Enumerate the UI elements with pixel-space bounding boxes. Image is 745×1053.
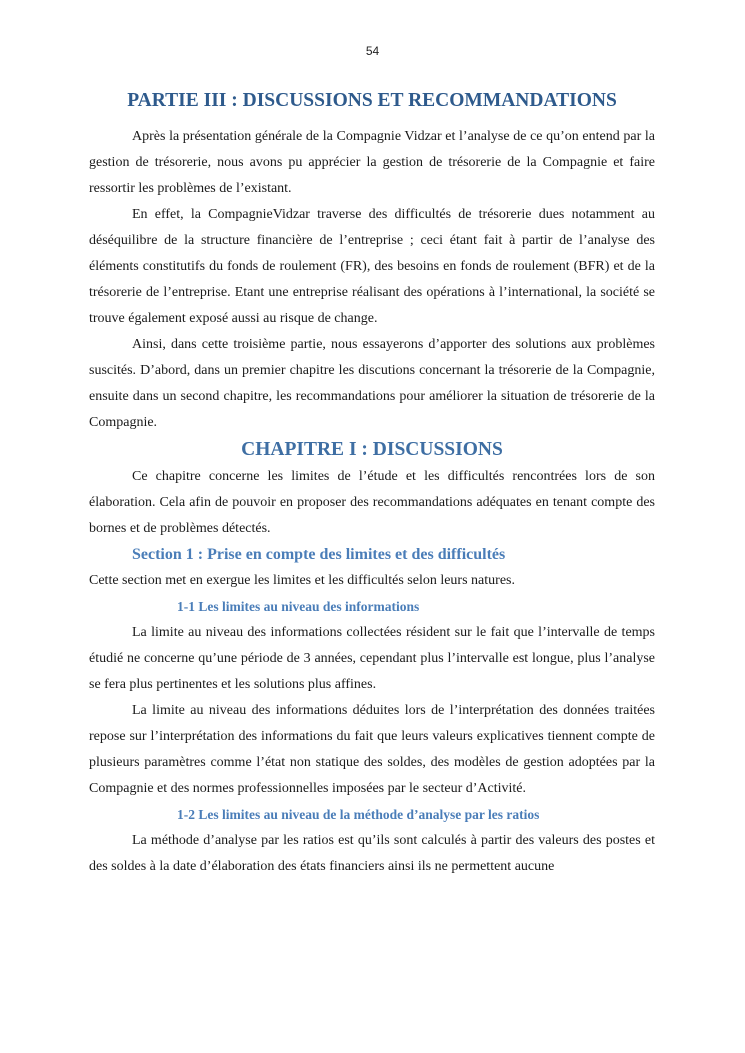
subsection-1-paragraph-2: La limite au niveau des informations déduites lors de l’interprétation des données traitées repose sur l’interprétation des informations du fait que leurs valeurs explicatives tiennent compte de plusieurs paramètres comme l’état non statique des soldes, des modèles de gestion adoptées par la Compagnie et des normes professionnelles imposées par le secteur d’Activité. — [89, 703, 655, 796]
subsection-1-paragraph-1: La limite au niveau des informations collectées résident sur le fait que l’intervalle de temps étudié ne concerne qu’une période de 3 années, cependant plus l’intervalle est longue, plus l’analyse se fera plus pertinentes et les solutions plus affines. — [89, 625, 655, 692]
section-title: Section 1 : Prise en compte des limites et des difficultés — [132, 546, 506, 563]
section-intro-paragraph: Cette section met en exergue les limites et les difficultés selon leurs natures. — [89, 573, 515, 588]
chapter-title: CHAPITRE I : DISCUSSIONS — [241, 439, 503, 460]
part-title: PARTIE III : DISCUSSIONS ET RECOMMANDATIONS — [127, 90, 617, 111]
intro-paragraph-1: Après la présentation générale de la Compagnie Vidzar et l’analyse de ce qu’on entend par la gestion de trésorerie, nous avons pu apprécier la gestion de trésorerie de la Compagnie et faire ressortir les problèmes de l’existant. — [89, 129, 655, 196]
subsection-1-title: 1-1 Les limites au niveau des informations — [177, 599, 420, 614]
intro-paragraph-2: En effet, la CompagnieVidzar traverse des difficultés de trésorerie dues notamment au déséquilibre de la structure financière de l’entreprise ; ceci étant fait à partir de l’analyse des éléments constitutifs du fonds de roulement (FR), des besoins en fonds de roulement (BFR) et de la trésorerie de l’entreprise. Etant une entreprise réalisant des opérations à l’international, la société se trouve également exposé aussi au risque de change. — [89, 207, 655, 326]
subsection-2-paragraph: La méthode d’analyse par les ratios est qu’ils sont calculés à partir des valeurs des postes et des soldes à la date d’élaboration des états financiers ainsi ils ne permettent aucune — [89, 833, 655, 874]
page-number: 54 — [365, 44, 380, 58]
intro-paragraph-3: Ainsi, dans cette troisième partie, nous essayerons d’apporter des solutions aux problèmes suscités. D’abord, dans un premier chapitre les discutions concernant la trésorerie de la Compagnie, ensuite dans un second chapitre, les recommandations pour améliorer la situation de trésorerie de la Compagnie. — [89, 337, 655, 430]
subsection-2-title: 1-2 Les limites au niveau de la méthode d’analyse par les ratios — [177, 807, 540, 822]
chapter-intro-paragraph: Ce chapitre concerne les limites de l’étude et les difficultés rencontrées lors de son élaboration. Cela afin de pouvoir en proposer des recommandations adéquates en tenant compte des bornes et de problèmes détectés. — [89, 469, 655, 536]
document-body — [89, 88, 655, 880]
